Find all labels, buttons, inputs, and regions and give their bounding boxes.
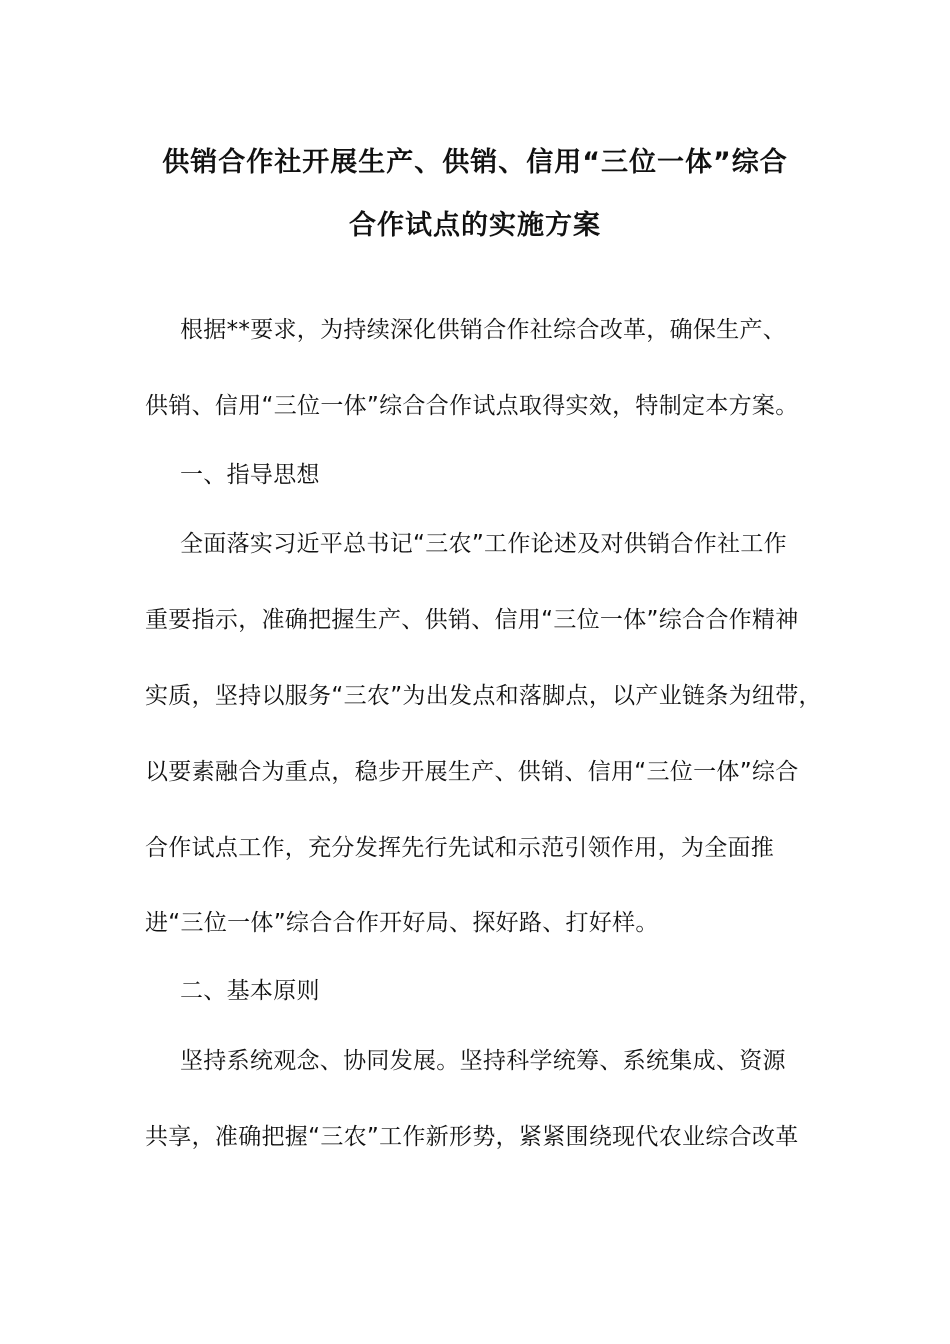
paragraph-2-line-2: 重要指示，准确把握生产、供销、信用“三位一体”综合合作精神 — [145, 607, 799, 633]
paragraph-1-line-1: 根据**要求，为持续深化供销合作社综合改革，确保生产、 — [180, 317, 787, 343]
section-heading-guiding-thought: 一、指导思想 — [180, 462, 320, 488]
paragraph-2-line-3: 实质，坚持以服务“三农”为出发点和落脚点，以产业链条为纽带， — [145, 683, 822, 709]
paragraph-2-line-1: 全面落实习近平总书记“三农”工作论述及对供销合作社工作 — [180, 531, 787, 557]
paragraph-2-line-6: 进“三位一体”综合合作开好局、探好路、打好样。 — [145, 910, 659, 936]
paragraph-3-line-2: 共享，准确把握“三农”工作新形势，紧紧围绕现代农业综合改革 — [145, 1124, 799, 1150]
paragraph-1-line-2: 供销、信用“三位一体”综合合作试点取得实效，特制定本方案。 — [145, 393, 799, 419]
paragraph-2-line-4: 以要素融合为重点，稳步开展生产、供销、信用“三位一体”综合 — [145, 759, 799, 785]
paragraph-3-line-1: 坚持系统观念、协同发展。坚持科学统筹、系统集成、资源 — [180, 1048, 786, 1074]
section-heading-basic-principles: 二、基本原则 — [180, 978, 320, 1004]
paragraph-2-line-5: 合作试点工作，充分发挥先行先试和示范引领作用，为全面推 — [145, 835, 775, 861]
document-title-line-1: 供销合作社开展生产、供销、信用“三位一体”综合 — [162, 147, 788, 178]
document-title-line-2: 合作试点的实施方案 — [349, 210, 601, 241]
